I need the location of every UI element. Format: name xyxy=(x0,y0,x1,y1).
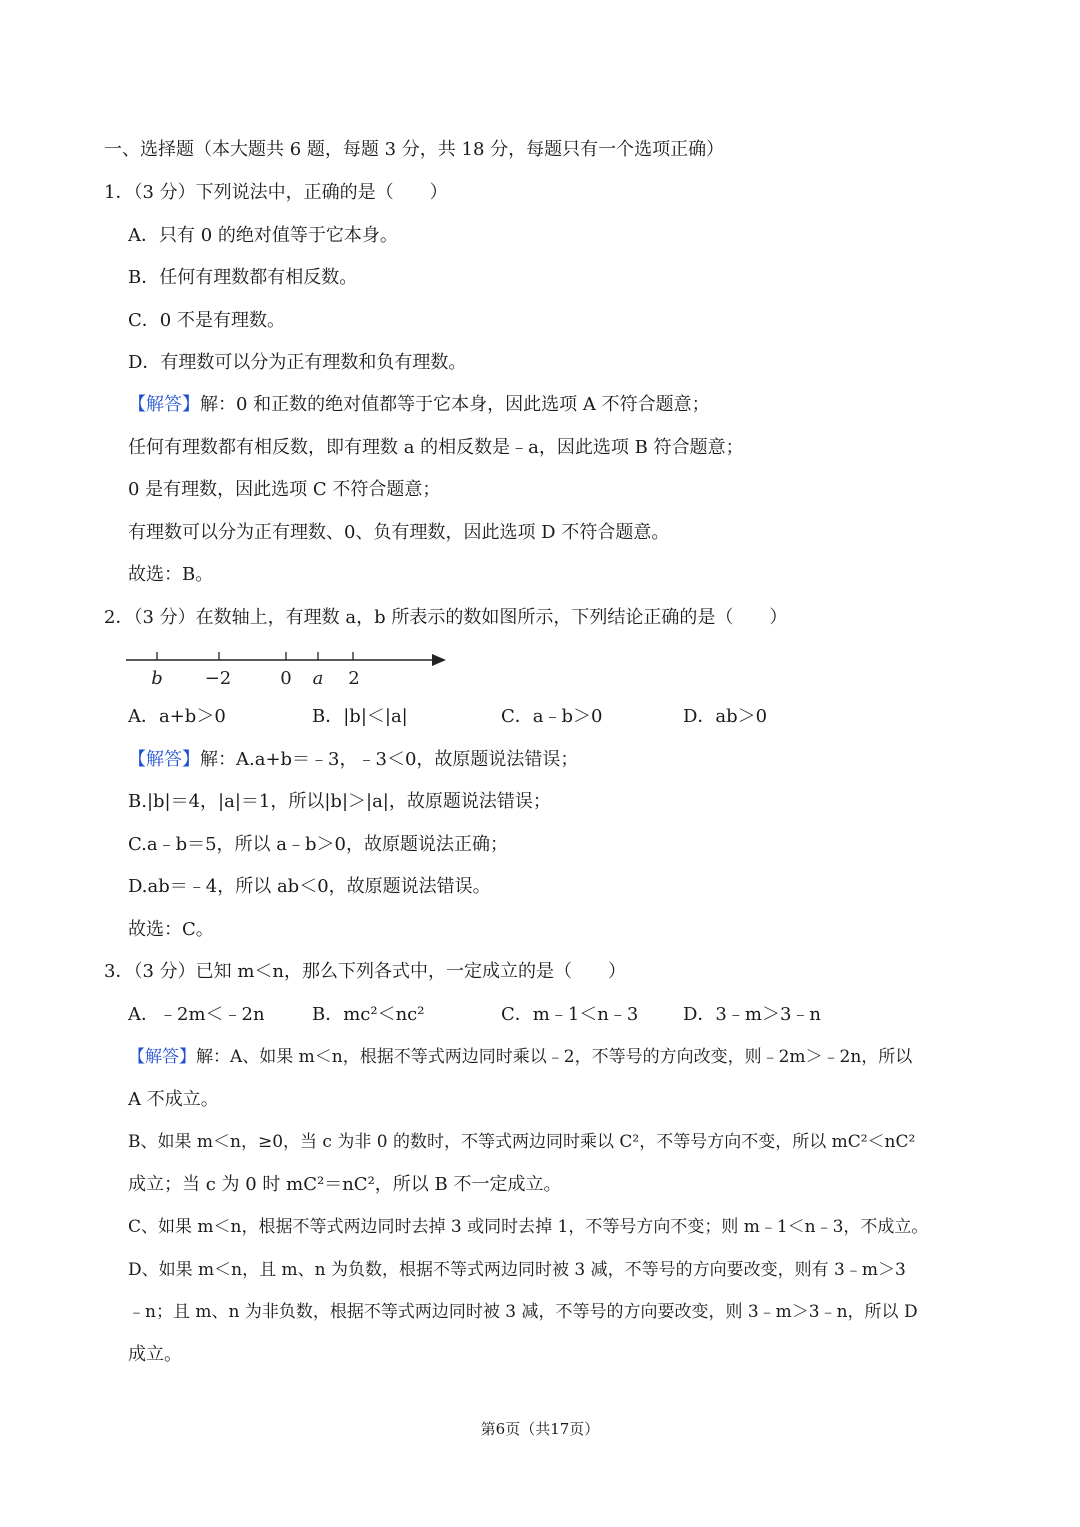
label-neg2: −2 xyxy=(204,668,232,689)
q3-option-c: C．m﹣1＜n﹣3 xyxy=(501,1004,639,1025)
answer-text: 解：A.a+b＝﹣3，﹣3＜0，故原题说法错误； xyxy=(200,749,579,770)
q2-answer-line: B.|b|＝4，|a|＝1，所以|b|＞|a|，故原题说法错误； xyxy=(128,791,551,812)
q1-answer-line: 任何有理数都有相反数，即有理数 a 的相反数是﹣a，因此选项 B 符合题意； xyxy=(128,437,744,458)
q2-answer-choice: 故选：C。 xyxy=(128,919,214,940)
q3-answer-line: C、如果 m＜n，根据不等式两边同时去掉 3 或同时去掉 1，不等号方向不变；则 m﹣1＜n﹣3，不成立。 xyxy=(128,1217,929,1237)
label-0: 0 xyxy=(280,668,292,689)
arrow-head-icon xyxy=(432,654,446,666)
question-3-stem: 3．（3 分）已知 m＜n，那么下列各式中，一定成立的是（ ） xyxy=(104,961,627,982)
q3-answer-line: 成立。 xyxy=(128,1344,182,1365)
q2-answer-line: C.a﹣b＝5，所以 a﹣b＞0，故原题说法正确； xyxy=(128,834,508,855)
q2-option-c: C．a﹣b＞0 xyxy=(501,706,603,727)
answer-text: 解：0 和正数的绝对值都等于它本身，因此选项 A 不符合题意； xyxy=(200,394,710,415)
q2-option-b: B．|b|＜|a| xyxy=(312,706,408,727)
q3-answer-line: D、如果 m＜n，且 m、n 为负数，根据不等式两边同时被 3 减，不等号的方向要改变，则有 3﹣m＞3 xyxy=(128,1260,906,1280)
q1-answer-line: 有理数可以分为正有理数、0、负有理数，因此选项 D 不符合题意。 xyxy=(128,522,670,543)
q2-option-d: D．ab＞0 xyxy=(683,706,768,727)
q3-answer-line: B、如果 m＜n，≥0，当 c 为非 0 的数时，不等式两边同时乘以 C²，不等号方向不变，所以 mC²＜nC² xyxy=(128,1132,916,1152)
answer-tag: 【解答】 xyxy=(128,394,200,415)
q2-answer-line: D.ab＝﹣4，所以 ab＜0，故原题说法错误。 xyxy=(128,876,491,897)
q1-option-d: D．有理数可以分为正有理数和负有理数。 xyxy=(128,352,467,373)
q2-option-a: A．a+b＞0 xyxy=(128,706,226,727)
q1-option-b: B．任何有理数都有相反数。 xyxy=(128,267,358,288)
answer-tag: 【解答】 xyxy=(128,749,200,770)
q1-option-c: C．0 不是有理数。 xyxy=(128,310,285,331)
q3-option-b: B．mc²＜nc² xyxy=(312,1004,425,1025)
q3-answer-line: 成立；当 c 为 0 时 mC²＝nC²，所以 B 不一定成立。 xyxy=(128,1174,562,1195)
label-2: 2 xyxy=(348,668,360,689)
label-b: b xyxy=(151,668,163,689)
q1-answer-choice: 故选：B。 xyxy=(128,564,214,585)
q3-option-d: D．3﹣m＞3﹣n xyxy=(683,1004,821,1025)
q1-option-a: A．只有 0 的绝对值等于它本身。 xyxy=(128,225,398,246)
page-footer: 第6页（共17页） xyxy=(480,1420,600,1438)
question-1-stem: 1．（3 分）下列说法中，正确的是（ ） xyxy=(104,182,448,203)
label-a: a xyxy=(312,668,324,689)
q1-answer-line xyxy=(128,393,710,417)
answer-text: 解：A、如果 m＜n，根据不等式两边同时乘以﹣2，不等号的方向改变，则﹣2m＞﹣2n，所以 xyxy=(196,1047,913,1067)
q2-answer-line xyxy=(128,748,578,772)
q3-option-a: A．﹣2m＜﹣2n xyxy=(128,1004,265,1025)
question-2-stem: 2．（3 分）在数轴上，有理数 a，b 所表示的数如图所示，下列结论正确的是（ ） xyxy=(104,607,788,628)
section-title: 一、选择题（本大题共 6 题，每题 3 分，共 18 分，每题只有一个选项正确） xyxy=(104,139,725,160)
answer-tag: 【解答】 xyxy=(128,1047,196,1067)
number-line-figure xyxy=(120,644,460,690)
q3-answer-line: A 不成立。 xyxy=(128,1089,219,1110)
q1-answer-line: 0 是有理数，因此选项 C 不符合题意； xyxy=(128,479,441,500)
q3-answer-line xyxy=(128,1045,912,1069)
q3-answer-line: ﹣n；且 m、n 为非负数，根据不等式两边同时被 3 减，不等号的方向要改变，则 3﹣m＞3﹣n，所以 D xyxy=(128,1302,918,1322)
